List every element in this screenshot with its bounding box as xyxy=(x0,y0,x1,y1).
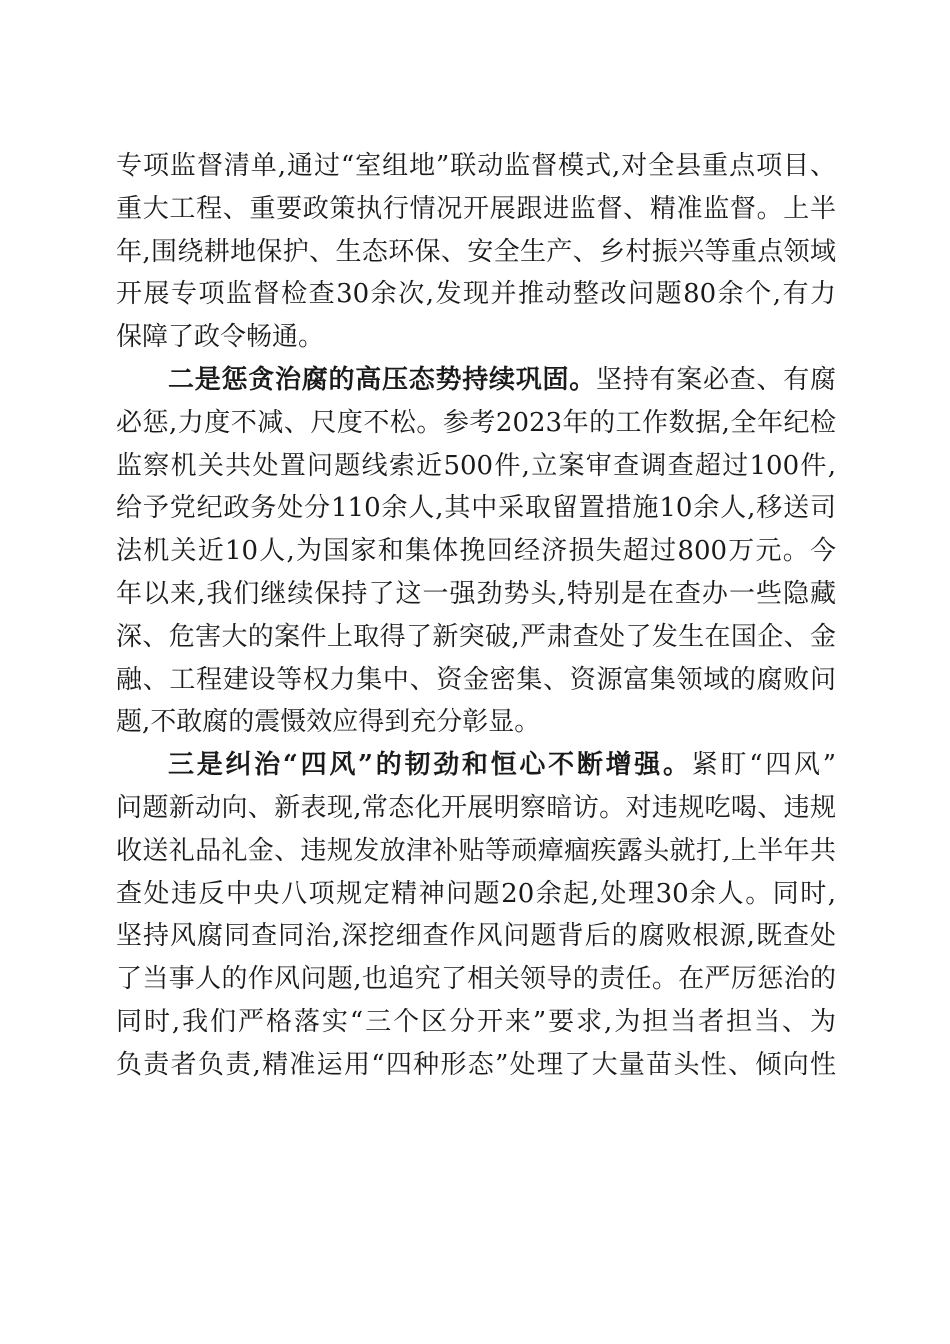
text-line xyxy=(116,744,836,787)
text-line: 重大工程、重要政策执行情况开展跟进监督、精准监督。上半 xyxy=(116,193,836,224)
text-line: 保障了政令畅通。 xyxy=(116,322,325,353)
paragraph-2 xyxy=(116,359,836,744)
text-line: 负责者负责,精准运用“四种形态”处理了大量苗头性、倾向性 xyxy=(116,1049,836,1080)
paragraph-3 xyxy=(116,744,836,1086)
text-line: 深、危害大的案件上取得了新突破,严肃查处了发生在国企、金 xyxy=(116,621,836,652)
text-line: 同时,我们严格落实“三个区分开来”要求,为担当者担当、为 xyxy=(116,1006,836,1037)
text-line: 坚持风腐同查同治,深挖细查作风问题背后的腐败根源,既查处 xyxy=(116,921,836,952)
text-line: 了当事人的作风问题,也追究了相关领导的责任。在严厉惩治的 xyxy=(116,964,836,995)
text-line: 必惩,力度不减、尺度不松。参考2023年的工作数据,全年纪检 xyxy=(116,407,836,438)
text-line: 年,围绕耕地保护、生态环保、安全生产、乡村振兴等重点领域 xyxy=(116,236,836,267)
paragraph-lead: 二是惩贪治腐的高压态势持续巩固。 xyxy=(168,364,596,395)
paragraph-1 xyxy=(116,145,836,359)
text-line: 题,不敢腐的震慑效应得到充分彰显。 xyxy=(116,707,541,738)
body-text xyxy=(116,145,836,1087)
text-line: 收送礼品礼金、违规发放津补贴等顽瘴痼疾露头就打,上半年共 xyxy=(116,835,836,866)
paragraph-first-rest: 紧盯“四风” xyxy=(691,750,836,781)
text-line: 融、工程建设等权力集中、资金密集、资源富集领域的腐败问 xyxy=(116,664,836,695)
text-line: 问题新动向、新表现,常态化开展明察暗访。对违规吃喝、违规 xyxy=(116,792,836,823)
text-line: 法机关近10人,为国家和集体挽回经济损失超过800万元。今 xyxy=(116,536,836,567)
text-line: 开展专项监督检查30余次,发现并推动整改问题80余个,有力 xyxy=(116,279,836,310)
text-line: 监察机关共处置问题线索近500件,立案审查调查超过100件, xyxy=(116,450,836,481)
text-line: 查处违反中央八项规定精神问题20余起,处理30余人。同时, xyxy=(116,878,836,909)
paragraph-lead: 三是纠治“四风”的韧劲和恒心不断增强。 xyxy=(168,750,692,781)
text-line: 年以来,我们继续保持了这一强劲势头,特别是在查办一些隐藏 xyxy=(116,578,836,609)
text-line: 专项监督清单,通过“室组地”联动监督模式,对全县重点项目、 xyxy=(116,151,836,181)
paragraph-first-rest: 坚持有案必查、有腐 xyxy=(595,364,836,395)
text-line xyxy=(116,359,836,402)
text-line: 给予党纪政务处分110余人,其中采取留置措施10余人,移送司 xyxy=(116,493,836,524)
